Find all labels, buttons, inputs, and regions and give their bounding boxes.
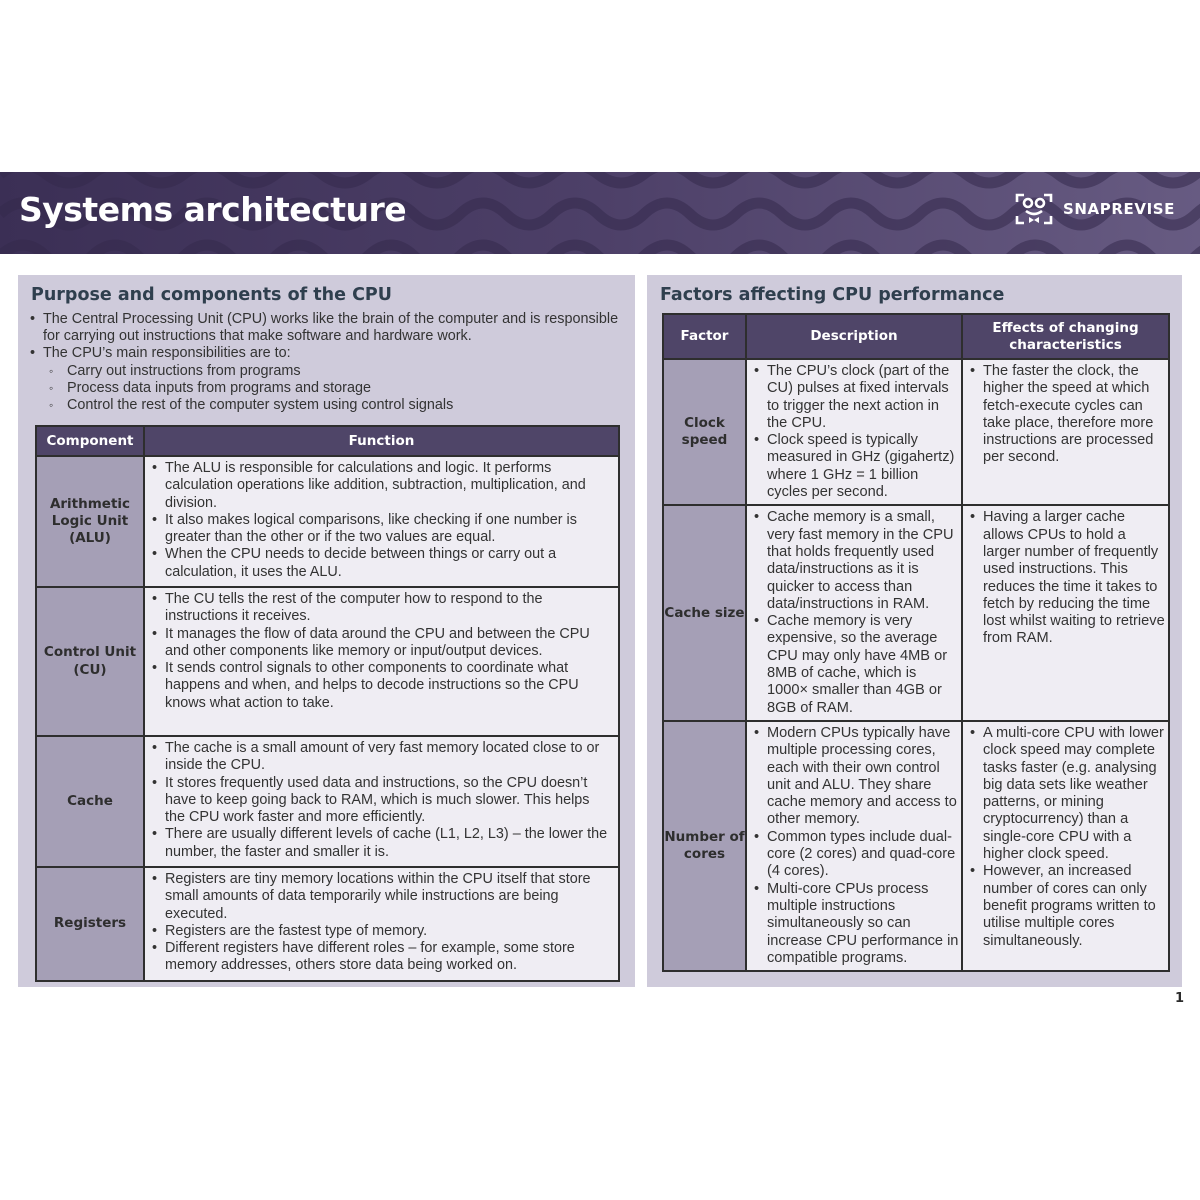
table-row — [36, 736, 619, 867]
effects-bullet: • The faster the clock, the higher the speed at which fetch-execute cycles can take place, therefore more instructions are processed per second. — [963, 363, 1166, 467]
function-bullet: • The cache is a small amount of very fast memory located close to or inside the CPU. — [145, 740, 612, 775]
function-bullet: • It stores frequently used data and instructions, so the CPU doesn’t have to keep going back to RAM, which is much slower. This helps the CPU work faster and more efficiently. — [145, 775, 612, 827]
function-bullet: • There are usually different levels of cache (L1, L2, L3) – the lower the number, the faster and smaller it is. — [145, 826, 612, 861]
table-row — [663, 359, 1169, 505]
cpu-performance-table — [662, 313, 1170, 972]
column-header-component: Component — [36, 426, 144, 456]
function-bullet: • When the CPU needs to decide between things or carry out a calculation, it uses the ALU. — [145, 546, 612, 581]
function-bullet: • It sends control signals to other components to coordinate what happens and when, and helps to decode instructions so the CPU knows what action to take. — [145, 660, 612, 712]
column-header-description: Description — [746, 314, 962, 359]
effects-cell — [962, 721, 1169, 971]
brand-name: SNAPREVISE — [1063, 200, 1175, 218]
component-label: Control Unit (CU) — [36, 587, 144, 736]
description-bullet: • Common types include dual-core (2 cores) and quad-core (4 cores). — [747, 829, 959, 881]
page-number: 1 — [1175, 991, 1185, 1006]
effects-bullet: • However, an increased number of cores can only benefit programs written to utilise multiple cores simultaneously. — [963, 863, 1166, 949]
description-bullet: • Cache memory is a small, very fast memory in the CPU that holds frequently used data/instructions as it is quicker to access than data/instructions in RAM. — [747, 509, 959, 613]
function-cell — [144, 587, 619, 736]
function-bullet: • It manages the flow of data around the CPU and between the CPU and other components like memory or input/output devices. — [145, 626, 612, 661]
effects-bullet: • Having a larger cache allows CPUs to hold a larger number of frequently used instructions. This reduces the time it takes to fetch by reducing the time lost whilst waiting to retrieve from RAM. — [963, 509, 1166, 647]
function-cell — [144, 736, 619, 867]
function-cell — [144, 456, 619, 587]
page-title: Systems architecture — [19, 190, 407, 229]
intro-sub-bullet: ◦ Control the rest of the computer system using control signals — [30, 397, 630, 414]
brand — [1015, 192, 1175, 226]
table-row — [663, 721, 1169, 971]
column-header-function: Function — [144, 426, 619, 456]
table-header-row — [36, 426, 619, 456]
intro-bullet: • The Central Processing Unit (CPU) works like the brain of the computer and is responsible for carrying out instructions that make software and hardware work. — [30, 311, 630, 345]
function-cell — [144, 867, 619, 981]
description-cell — [746, 505, 962, 721]
factor-label: Cache size — [663, 505, 746, 721]
snaprevise-face-logo-icon — [1015, 192, 1053, 226]
component-label: Registers — [36, 867, 144, 981]
description-bullet: • Modern CPUs typically have multiple processing cores, each with their own control unit and ALU. They share cache memory and access to other memory. — [747, 725, 959, 829]
table-header-row — [663, 314, 1169, 359]
table-row — [36, 587, 619, 736]
function-bullet: • Registers are the fastest type of memory. — [145, 923, 612, 940]
component-label: Cache — [36, 736, 144, 867]
intro-bullet: • The CPU’s main responsibilities are to: — [30, 345, 630, 362]
factor-label: Number of cores — [663, 721, 746, 971]
function-bullet: • The CU tells the rest of the computer how to respond to the instructions it receives. — [145, 591, 612, 626]
description-cell — [746, 721, 962, 971]
factor-label: Clock speed — [663, 359, 746, 505]
component-label: Arithmetic Logic Unit (ALU) — [36, 456, 144, 587]
description-bullet: • Cache memory is very expensive, so the average CPU may only have 4MB or 8MB of cache, which is 1000× smaller than 4GB or 8GB of RAM. — [747, 613, 959, 717]
description-bullet: • Clock speed is typically measured in GHz (gigahertz) where 1 GHz = 1 billion cycles per second. — [747, 432, 959, 501]
function-bullet: • The ALU is responsible for calculations and logic. It performs calculation operations like addition, subtraction, multiplication, and division. — [145, 460, 612, 512]
cpu-components-panel — [18, 275, 635, 987]
description-bullet: • Multi-core CPUs process multiple instructions simultaneously so can increase CPU performance in compatible programs. — [747, 881, 959, 967]
description-bullet: • The CPU’s clock (part of the CU) pulses at fixed intervals to trigger the next action in the CPU. — [747, 363, 959, 432]
table-row — [663, 505, 1169, 721]
effects-cell — [962, 505, 1169, 721]
column-header-effects: Effects of changing characteristics — [962, 314, 1169, 359]
intro-list — [30, 311, 630, 414]
intro-sub-bullet: ◦ Process data inputs from programs and storage — [30, 380, 630, 397]
effects-bullet: • A multi-core CPU with lower clock speed may complete tasks faster (e.g. analysing big data sets like weather patterns, or mining cryptocurrency) than a single-core CPU with a higher clock speed. — [963, 725, 1166, 863]
intro-sub-bullet: ◦ Carry out instructions from programs — [30, 363, 630, 380]
section-title: Factors affecting CPU performance — [660, 285, 1005, 305]
section-title: Purpose and components of the CPU — [31, 285, 392, 305]
function-bullet: • Registers are tiny memory locations within the CPU itself that store small amounts of data temporarily while instructions are being executed. — [145, 871, 612, 923]
table-row — [36, 867, 619, 981]
cpu-components-table — [35, 425, 620, 982]
effects-cell — [962, 359, 1169, 505]
column-header-factor: Factor — [663, 314, 746, 359]
function-bullet: • It also makes logical comparisons, like checking if one number is greater than the other or if the two values are equal. — [145, 512, 612, 547]
table-row — [36, 456, 619, 587]
header-banner — [0, 172, 1200, 254]
cpu-performance-panel — [647, 275, 1182, 987]
description-cell — [746, 359, 962, 505]
function-bullet: • Different registers have different roles – for example, some store memory addresses, others store data being worked on. — [145, 940, 612, 975]
